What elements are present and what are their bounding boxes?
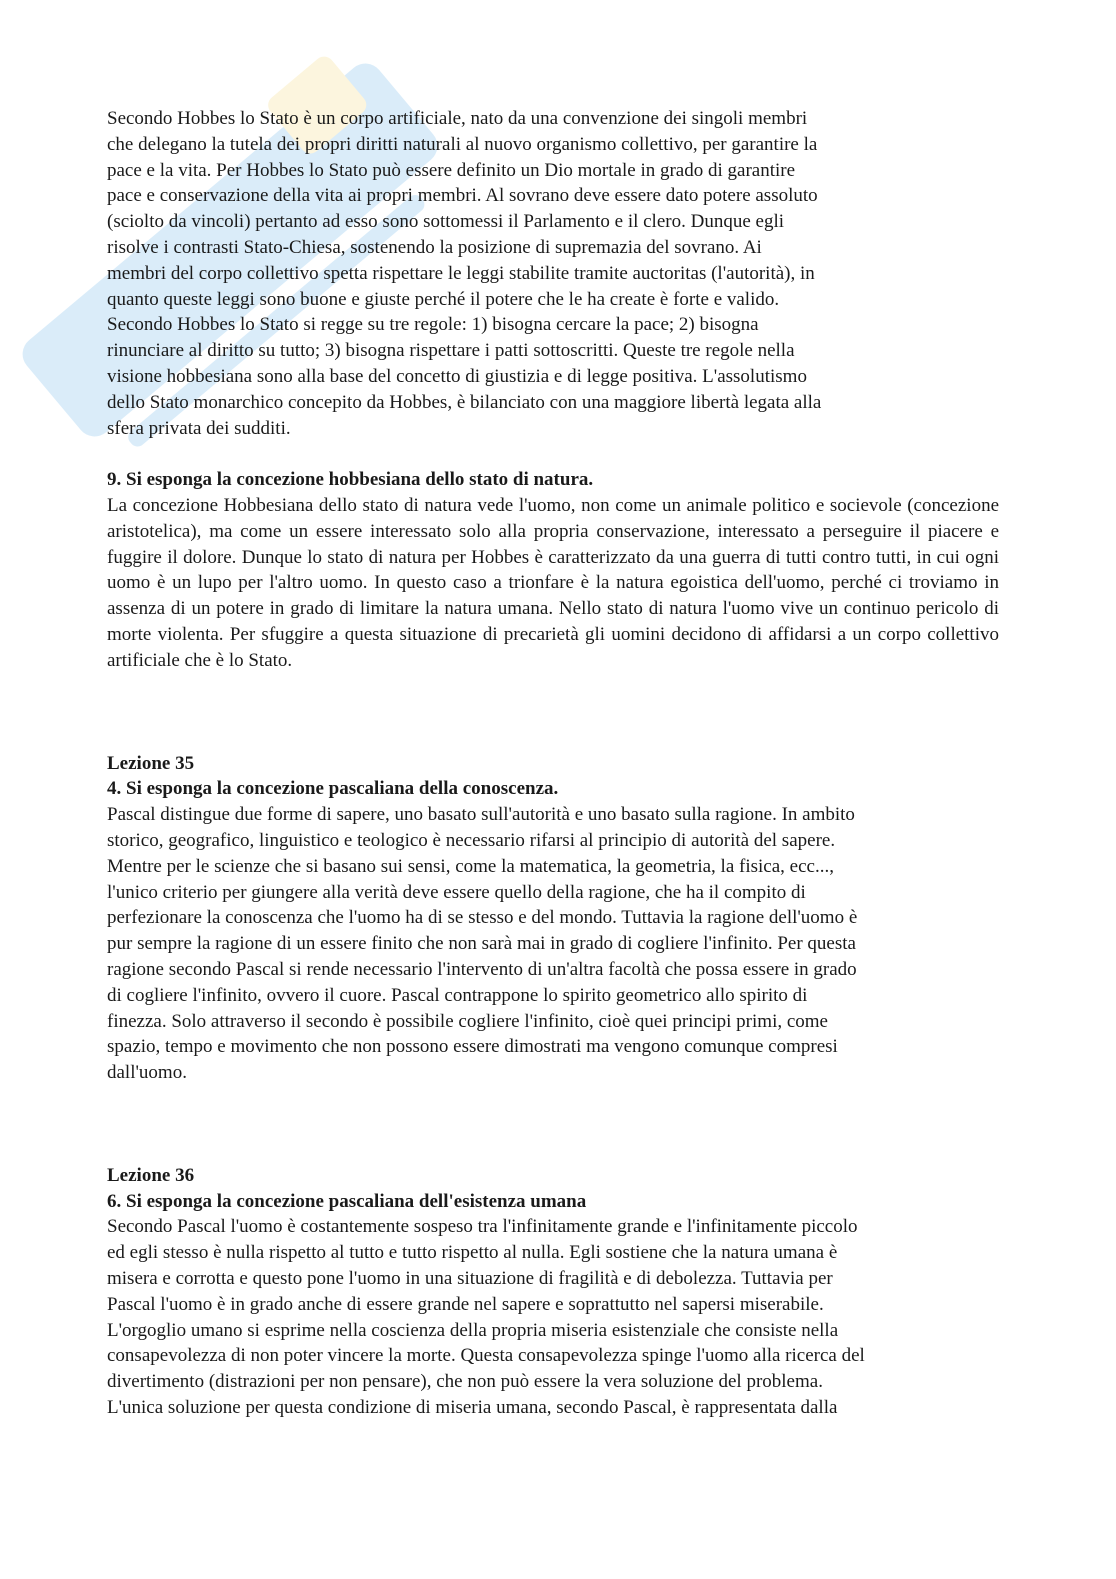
answer-hobbes-nature: La concezione Hobbesiana dello stato di natura vede l'uomo, non come un animale politico e socievole (concezione aristotelica), ma come un essere interessato solo alla propria conservazione, interessato a perseguire il piacere e fuggire il dolore. Dunque lo stato di natura per Hobbes è caratterizzato da una guerra di tutti contro tutti, in cui ogni uomo è un lupo per l'altro uomo. In questo caso a trionfare è la natura egoistica dell'uomo, perché ci troviamo in assenza di un potere in grado di limitare la natura umana. Nello stato di natura l'uomo vive un continuo pericolo di morte violenta. Per sfuggire a questa situazione di precarietà gli uomini decidono di affidarsi a un corpo collettivo artificiale che è lo Stato. (107, 494, 999, 671)
question-pascal-knowledge: 4. Si esponga la concezione pascaliana della conoscenza. (107, 778, 559, 800)
lesson-36-title: Lezione 36 (107, 1164, 195, 1186)
answer-pascal-existence: Secondo Pascal l'uomo è costantemente sospeso tra l'infinitamente grande e l'infinitamente piccolo ed egli stesso è nulla rispetto al tutto e tutto rispetto al nulla. Egli sostiene che la natura umana è misera e corrotta e questo pone l'uomo in una situazione di fragilità e di debolezza. Tuttavia per Pascal l'uomo è in grado anche di essere grande nel sapere e soprattutto nel sapersi miserabile. L'orgoglio umano si esprime nella coscienza della propria miseria esistenziale che consiste nella consapevolezza di non poter vincere la morte. Questa consapevolezza spinge l'uomo alla ricerca del divertimento (distrazioni per non pensare), che non può essere la vera soluzione del problema. L'unica soluzione per questa condizione di miseria umana, secondo Pascal, è rappresentata dalla (107, 1216, 865, 1419)
lesson-35-title: Lezione 35 (107, 752, 195, 774)
question-hobbes-nature: 9. Si esponga la concezione hobbesiana dello stato di natura. (107, 469, 594, 491)
spacer (107, 674, 999, 751)
hobbes-state-paragraph: Secondo Hobbes lo Stato è un corpo artificiale, nato da una convenzione dei singoli membri che delegano la tutela dei propri diritti naturali al nuovo organismo collettivo, per garantire la pace e la vita. Per Hobbes lo Stato può essere definito un Dio mortale in grado di garantire pace e conservazione della vita ai propri membri. Al sovrano deve essere dato potere assoluto (sciolto da vincoli) pertanto ad esso sono sottomessi il Parlamento e il clero. Dunque egli risolve i contrasti Stato-Chiesa, sostenendo la posizione di supremazia del sovrano. Ai membri del corpo collettivo spetta rispettare le leggi stabilite tramite auctoritas (l'autorità), in quanto queste leggi sono buone e giuste perché il potere che le ha create è forte e valido. Secondo Hobbes lo Stato si regge su tre regole: 1) bisogna cercare la pace; 2) bisogna rinunciare al diritto su tutto; 3) bisogna rispettare i patti sottoscritti. Queste tre regole nella visione hobbesiana sono alla base del concetto di giustizia e di legge positiva. L'assolutismo dello Stato monarchico concepito da Hobbes, è bilanciato con una maggiore libertà legata alla sfera privata dei sudditi. (107, 108, 822, 439)
spacer (107, 1086, 999, 1163)
spacer (107, 441, 999, 467)
question-pascal-existence: 6. Si esponga la concezione pascaliana dell'esistenza umana (107, 1190, 587, 1212)
answer-pascal-knowledge: Pascal distingue due forme di sapere, uno basato sull'autorità e uno basato sulla ragione. In ambito storico, geografico, linguistico e teologico è necessario rifarsi al principio di autorità del sapere. Mentre per le scienze che si basano sui sensi, come la matematica, la geometria, la fisica, ecc..., l'unico criterio per giungere alla verità deve essere quello della ragione, che ha il compito di perfezionare la conoscenza che l'uomo ha di se stesso e del mondo. Tuttavia la ragione dell'uomo è pur sempre la ragione di un essere finito che non sarà mai in grado di cogliere l'infinito. Per questa ragione secondo Pascal si rende necessario l'intervento di un'altra facoltà che possa essere in grado di cogliere l'infinito, ovvero il cuore. Pascal contrappone lo spirito geometrico allo spirito di finezza. Solo attraverso il secondo è possibile cogliere l'infinito, cioè quei principi primi, come spazio, tempo e movimento che non possono essere dimostrati ma vengono comunque compresi dall'uomo. (107, 804, 858, 1084)
document-page (107, 106, 999, 1421)
